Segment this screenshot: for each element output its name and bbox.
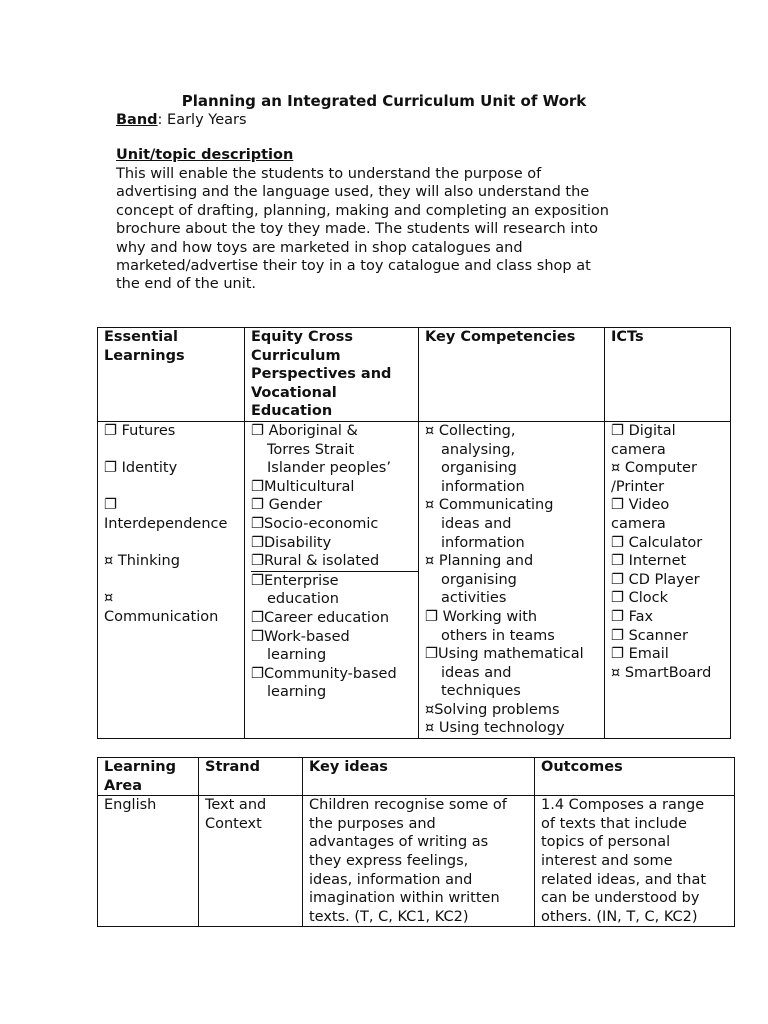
band-line [116,111,247,129]
checkbox-item: ❐Enterprise [251,572,339,589]
outcomes-table [97,757,735,927]
header-learning-area [98,758,199,796]
checkbox-item-cont: techniques [441,683,521,700]
checkbox-item-cont: organising [441,460,517,477]
table-header-row [98,758,735,796]
curriculum-table [97,327,731,739]
strand-cell [199,796,303,927]
header-line: Learnings [104,347,185,364]
checkbox-item: ❐Multicultural [251,478,355,495]
key-competencies-cell [419,421,605,738]
table-row [98,796,735,927]
checkbox-item-cont: learning [267,684,327,701]
cell-line: the purposes and [309,815,436,832]
desc-line: This will enable the students to understand the purpose of [116,166,542,182]
checkbox-item: ❐ Digital [611,422,676,439]
checkbox-item: ❐ Fax [611,608,654,625]
cell-line: topics of personal [541,834,671,851]
header-line: Outcomes [541,759,623,775]
table-row [98,421,731,738]
header-line: Strand [205,759,261,775]
cell-line: advantages of writing as [309,834,489,851]
header-essential-learnings [98,328,245,422]
checkbox-item-cont: ideas and [441,664,512,681]
checkbox-item: ❐ Email [611,646,669,663]
cell-line: Text and [205,797,267,814]
desc-line: why and how toys are marketed in shop catalogues and [116,239,523,256]
checkbox-item: ❐ Video [611,497,670,514]
checkbox-item-text: camera [611,515,666,532]
checkbox-item: ❐ CD Player [611,571,700,588]
checkbox-item-cont: Islander peoples’ [267,460,391,477]
desc-line: advertising and the language used, they will also understand the [116,184,590,201]
checkbox-item-cont: information [441,534,525,551]
header-line: Essential [104,329,178,345]
checkbox-item-cont: education [267,591,339,608]
cell-line: English [104,797,157,814]
checkbox-item: ❐ Identity [104,460,178,477]
header-line: Learning [104,759,177,775]
cell-line: Children recognise some of [309,797,507,814]
checkbox-item: ¤ Thinking [104,553,180,570]
checkbox-item: ¤ Using technology [425,720,565,737]
header-line: Key ideas [309,759,388,775]
checkbox-item-cont: learning [267,647,327,664]
header-key-competencies [419,328,605,422]
checkbox-item-cont: organising [441,571,517,588]
checkbox-item: ❐ Internet [611,553,687,570]
cell-line: can be understood by [541,890,700,907]
unit-description-heading: Unit/topic description [116,147,294,163]
checkbox-item-cont: activities [441,590,507,607]
checkbox-item: ❐Community-based [251,665,397,682]
cell-line: they express feelings, [309,852,469,869]
checkbox-item: ¤ Planning and [425,553,534,570]
key-ideas-cell [303,796,535,927]
header-line: ICTs [611,329,644,345]
checkbox-item: ¤Solving problems [425,701,560,718]
header-line: Area [104,777,142,794]
header-line: Equity Cross [251,329,354,345]
checkbox-item: ❐ [104,497,117,514]
header-equity [245,328,419,422]
cell-line: of texts that include [541,815,687,832]
header-line: Curriculum [251,347,341,364]
checkbox-item: ❐Career education [251,609,390,626]
page-title: Planning an Integrated Curriculum Unit of Work [181,92,587,110]
cell-line: related ideas, and that [541,871,707,888]
checkbox-item: ❐ Working with [425,608,538,625]
checkbox-item: ¤ Computer [611,460,697,477]
table-header-row [98,328,731,422]
cell-line: 1.4 Composes a range [541,797,705,814]
cell-line: ideas, information and [309,871,473,888]
checkbox-item-cont: Torres Strait [267,441,355,458]
desc-line: marketed/advertise their toy in a toy catalogue and class shop at [116,258,591,275]
band-separator: : [157,112,163,128]
checkbox-item-cont: others in teams [441,627,555,644]
outcomes-cell [535,796,735,927]
essential-learnings-cell [98,421,245,738]
checkbox-item: ¤ Communicating [425,497,554,514]
checkbox-item: ❐Socio-economic [251,515,379,532]
band-value: Early Years [162,112,247,128]
checkbox-item-text: Communication [104,608,219,625]
unit-description [116,165,656,294]
checkbox-item: ❐ Calculator [611,534,703,551]
checkbox-item: ❐Disability [251,534,332,551]
header-key-ideas [303,758,535,796]
checkbox-item: ¤ Collecting, [425,422,516,439]
cell-line: interest and some [541,852,673,869]
header-line: Perspectives and [251,366,392,383]
desc-line: the end of the unit. [116,276,257,293]
checkbox-item: ❐ Aboriginal & [251,422,358,439]
checkbox-item-text: /Printer [611,478,665,495]
cell-line: texts. (T, C, KC1, KC2) [309,908,469,925]
header-icts [605,328,731,422]
header-line: Education [251,403,333,420]
header-line: Key Competencies [425,329,576,345]
desc-line: brochure about the toy they made. The students will research into [116,221,599,238]
equity-cell [245,421,419,738]
checkbox-item-text: camera [611,441,666,458]
checkbox-item: ❐Work-based [251,628,350,645]
desc-line: concept of drafting, planning, making and completing an exposition [116,202,609,219]
cell-line: others. (IN, T, C, KC2) [541,908,698,925]
checkbox-item: ❐ Futures [104,422,176,439]
cell-line: imagination within written [309,890,500,907]
checkbox-item: ❐ Clock [611,590,669,607]
header-strand [199,758,303,796]
checkbox-item-text: Interdependence [104,515,228,532]
icts-cell [605,421,731,738]
checkbox-item-cont: ideas and [441,515,512,532]
checkbox-item: ❐Using mathematical [425,646,584,663]
band-label: Band [116,112,158,128]
checkbox-item-cont: analysing, [441,441,516,458]
checkbox-item: ❐ Scanner [611,627,688,644]
header-outcomes [535,758,735,796]
checkbox-item: ❐ Gender [251,497,323,514]
header-line: Vocational [251,384,337,401]
checkbox-item: ❐Rural & isolated [251,552,418,572]
checkbox-item: ¤ SmartBoard [611,664,712,681]
cell-line: Context [205,815,262,832]
learning-area-cell [98,796,199,927]
checkbox-item: ¤ [104,590,114,607]
checkbox-item-cont: information [441,478,525,495]
